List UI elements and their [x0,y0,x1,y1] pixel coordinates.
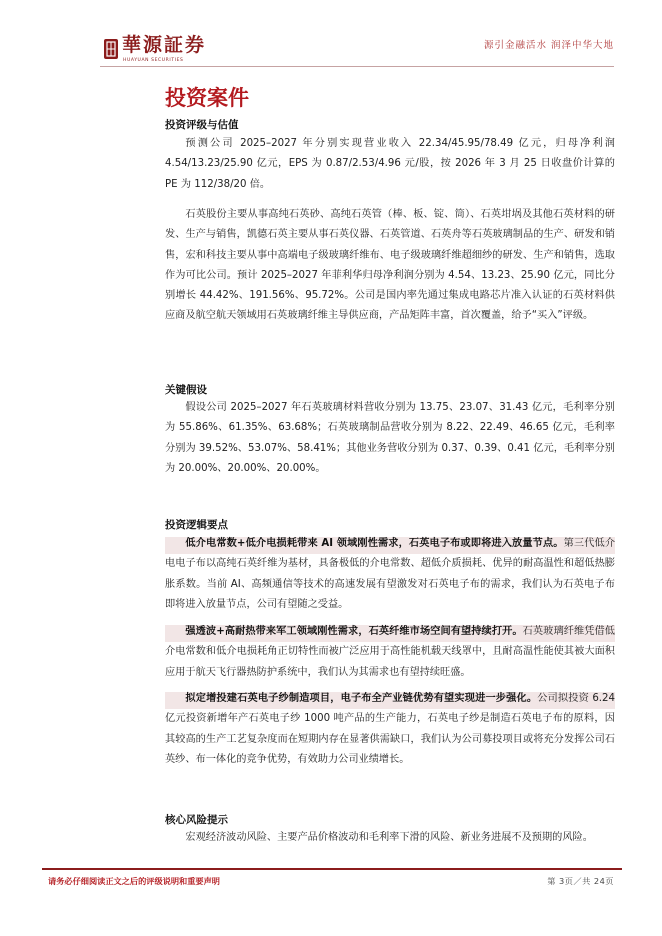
rating-paragraph-1: 预测公司 2025–2027 年分别实现营业收入 22.34/45.95/78.49 亿元，归母净利润 4.54/13.23/25.90 亿元，EPS 为 0.87/2.53/4.96 元/股，按 2026 年 3 月 25 日收盘价计算的 PE 为 112/38/20 倍。 [165,138,615,190]
header-divider [100,66,614,67]
header-slogan: 源引金融活水 润泽中华大地 [483,40,614,51]
logic-paragraph-2 [165,622,615,683]
logic-paragraph-1 [165,534,615,615]
page-number: 第 3页／共 24页 [547,876,614,886]
brand-english-name: HUAYUAN SECURITIES [123,58,184,63]
brand-name: 華源証券 [122,34,207,56]
section-heading-rating: 投资评级与估值 [165,119,239,131]
rating-paragraph-2: 石英股份主要从事高纯石英砂、高纯石英管（棒、板、锭、筒）、石英坩埚及其他石英材料的研发、生产与销售，凯德石英主要从事石英仪器、石英管道、石英舟等石英玻璃制品的生产、研发和销售，宏和科技主要从事中高端电子级玻璃纤维布、电子级玻璃纤维超细纱的研发、生产和销售，选取作为可比公司。预计 2025–2027 年菲利华归母净利润分别为 4.54、13.23、25.90 亿元，同比分别增长 44.42%、191.56%、95.72%。公司是国内率先通过集成电路芯片准入认证的石英材料供应商及航空航天领域用石英玻璃纤维主导供应商，产品矩阵丰富，首次覆盖，给予“买入”评级。 [165,209,615,322]
brand-logo-icon [104,39,118,59]
risks-paragraph: 宏观经济波动风险、主要产品价格波动和毛利率下滑的风险、新业务进展不及预期的风险。 [185,832,593,843]
logic-1-body: 第三代低介电电子布以高纯石英纤维为基材，具备极低的介电常数、超低介质损耗、优异的耐高温性和超低热膨胀系数。当前 AI、高频通信等技术的高速发展有望激发对石英电子布的需求，我们认为石英电子布即将进入放量节点，公司有望随之受益。 [165,538,616,610]
logic-3-headline: 拟定增投建石英电子纱制造项目，电子布全产业链优势有望实现进一步强化。 [185,693,538,704]
section-heading-risks: 核心风险提示 [165,814,228,826]
logic-1-headline: 低介电常数+低介电损耗带来 AI 领域刚性需求，石英电子布或即将进入放量节点。 [185,538,564,549]
logic-paragraph-3 [165,689,615,770]
footer-disclaimer: 请务必仔细阅读正文之后的评级说明和重要声明 [48,876,220,886]
section-heading-logic: 投资逻辑要点 [165,519,228,531]
logic-2-headline: 强透波+高耐热带来军工领域刚性需求，石英纤维市场空间有望持续打开。 [185,626,523,637]
page-title: 投资案件 [165,86,249,110]
footer-divider [42,868,622,870]
page-header [0,0,662,70]
logic-3-body: 公司拟投资 6.24 亿元投资新增年产石英电子纱 1000 吨产品的生产能力，石英电子纱是制造石英电子布的原料，因其较高的生产工艺复杂度而在短期内存在显著供需缺口，我们认为公司募投项目或将充分发挥公司石英纱、布一体化的竞争优势，有效助力公司业绩增长。 [165,693,616,765]
logic-2-body: 石英玻璃纤维凭借低介电常数和低介电损耗角正切特性而被广泛应用于高性能机载天线罩中，且耐高温性能使其被大面积应用于航天飞行器热防护系统中，我们认为其需求也有望持续旺盛。 [165,626,615,678]
assumptions-paragraph: 假设公司 2025–2027 年石英玻璃材料营收分别为 13.75、23.07、31.43 亿元，毛利率分别为 55.86%、61.35%、63.68%；石英玻璃制品营收分别为 8.22、22.49、46.65 亿元，毛利率分别为 39.52%、53.07%、58.41%；其他业务营收分别为 0.37、0.39、0.41 亿元，毛利率分别为 20.00%、20.00%、20.00%。 [165,402,615,474]
section-heading-assumptions: 关键假设 [165,384,207,396]
